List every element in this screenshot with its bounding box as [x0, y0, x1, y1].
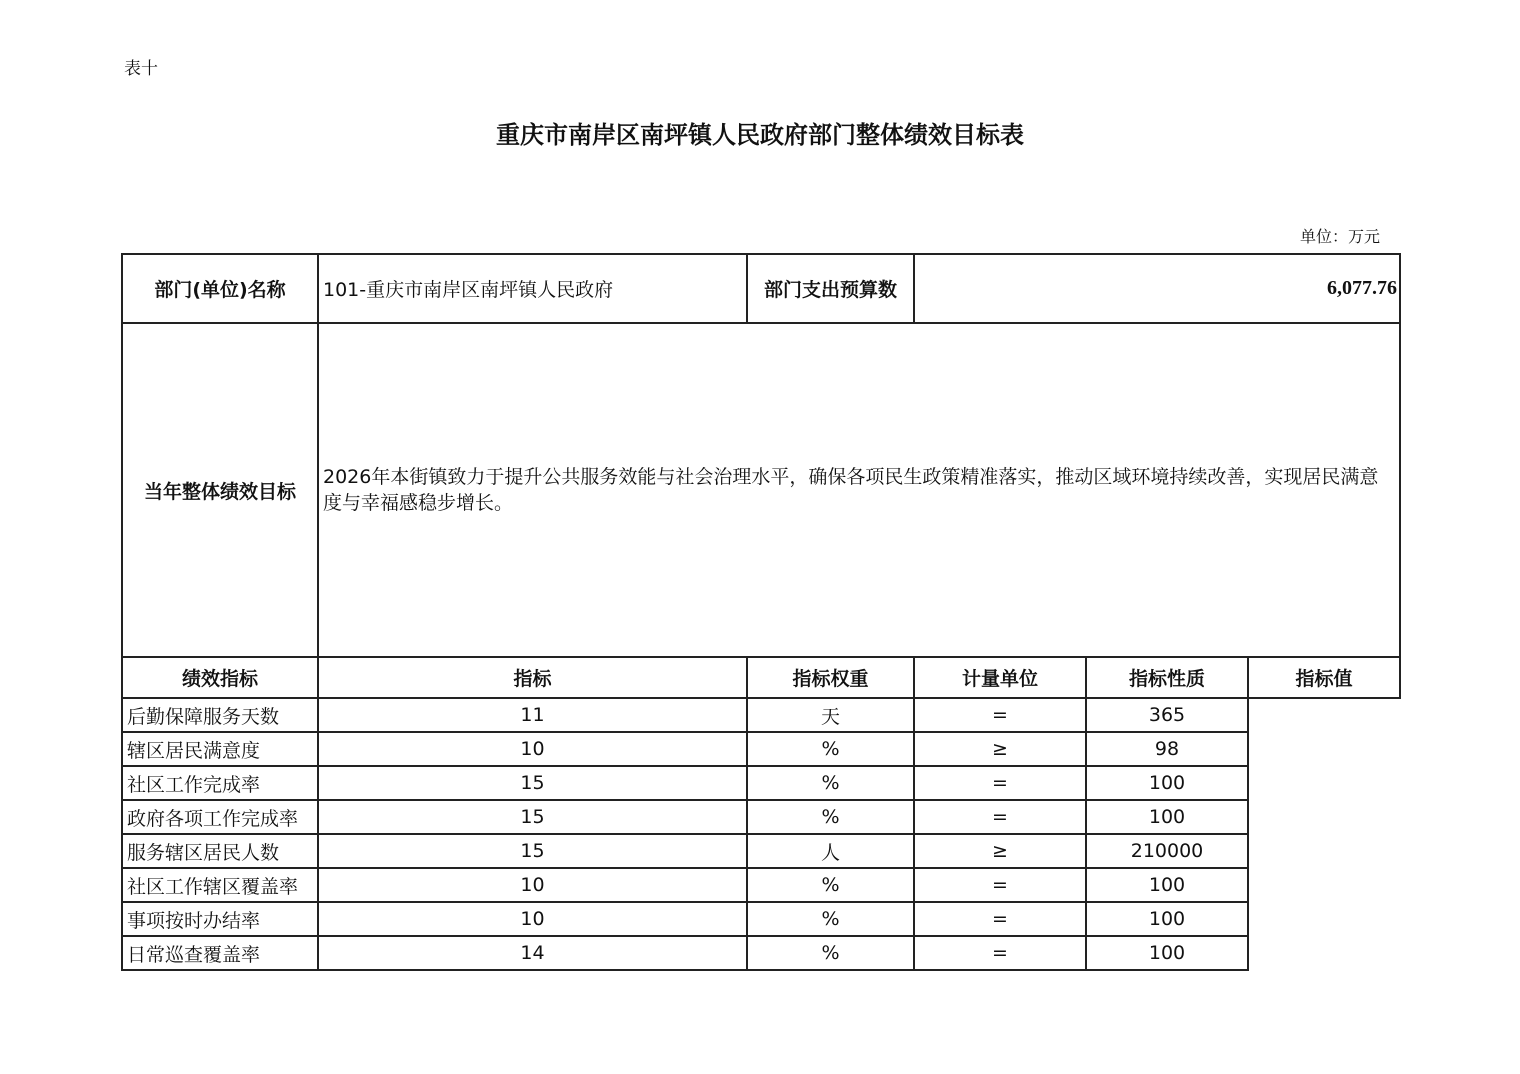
indicator-name: 服务辖区居民人数: [122, 834, 318, 868]
indicator-value: 98: [1086, 732, 1248, 766]
indicator-weight: 10: [318, 732, 747, 766]
indicator-weight: 10: [318, 868, 747, 902]
indicator-value: 365: [1086, 698, 1248, 732]
indicator-weight: 15: [318, 766, 747, 800]
indicator-nature: ≥: [914, 732, 1086, 766]
indicator-name: 事项按时办结率: [122, 902, 318, 936]
indicator-unit: %: [747, 936, 914, 970]
indicators-label: 绩效指标: [122, 657, 318, 698]
indicator-weight: 15: [318, 834, 747, 868]
indicator-row: [122, 834, 1400, 868]
indicator-row: [122, 902, 1400, 936]
indicator-header-row: [122, 657, 1400, 698]
indicator-name: 辖区居民满意度: [122, 732, 318, 766]
dept-name-label: 部门(单位)名称: [122, 254, 318, 323]
col-indicator: 指标: [318, 657, 747, 698]
goal-row: [122, 323, 1400, 657]
page-title: 重庆市南岸区南坪镇人民政府部门整体绩效目标表: [496, 120, 1024, 149]
indicator-unit: %: [747, 868, 914, 902]
indicator-unit: %: [747, 800, 914, 834]
indicator-row: [122, 766, 1400, 800]
goal-text: 2026年本街镇致力于提升公共服务效能与社会治理水平，确保各项民生政策精准落实，推动区域环境持续改善，实现居民满意度与幸福感稳步增长。: [318, 323, 1400, 657]
indicator-nature: =: [914, 868, 1086, 902]
indicator-nature: ≥: [914, 834, 1086, 868]
table-number: 表十: [124, 59, 158, 79]
indicator-value: 100: [1086, 936, 1248, 970]
budget-value: 6,077.76: [914, 254, 1400, 323]
indicator-weight: 11: [318, 698, 747, 732]
indicator-weight: 14: [318, 936, 747, 970]
performance-table: [121, 253, 1401, 971]
budget-label: 部门支出预算数: [747, 254, 914, 323]
indicator-value: 100: [1086, 868, 1248, 902]
indicator-value: 100: [1086, 902, 1248, 936]
indicator-name: 社区工作完成率: [122, 766, 318, 800]
indicator-weight: 15: [318, 800, 747, 834]
dept-row: [122, 254, 1400, 323]
col-unit: 计量单位: [914, 657, 1086, 698]
indicator-unit: 人: [747, 834, 914, 868]
indicator-nature: =: [914, 766, 1086, 800]
unit-note: 单位：万元: [1300, 227, 1381, 246]
indicator-row: [122, 732, 1400, 766]
indicator-value: 210000: [1086, 834, 1248, 868]
indicator-unit: %: [747, 732, 914, 766]
indicator-unit: 天: [747, 698, 914, 732]
indicator-nature: =: [914, 698, 1086, 732]
indicator-value: 100: [1086, 800, 1248, 834]
indicator-name: 社区工作辖区覆盖率: [122, 868, 318, 902]
indicator-name: 日常巡查覆盖率: [122, 936, 318, 970]
indicator-value: 100: [1086, 766, 1248, 800]
indicator-name: 后勤保障服务天数: [122, 698, 318, 732]
indicator-unit: %: [747, 902, 914, 936]
col-nature: 指标性质: [1086, 657, 1248, 698]
indicator-row: [122, 698, 1400, 732]
indicator-weight: 10: [318, 902, 747, 936]
indicator-name: 政府各项工作完成率: [122, 800, 318, 834]
dept-name-value: 101-重庆市南岸区南坪镇人民政府: [318, 254, 747, 323]
indicator-row: [122, 868, 1400, 902]
indicator-nature: =: [914, 800, 1086, 834]
indicator-nature: =: [914, 936, 1086, 970]
col-weight: 指标权重: [747, 657, 914, 698]
goal-label: 当年整体绩效目标: [122, 323, 318, 657]
indicator-unit: %: [747, 766, 914, 800]
col-value: 指标值: [1248, 657, 1400, 698]
indicator-row: [122, 936, 1400, 970]
indicator-nature: =: [914, 902, 1086, 936]
indicator-row: [122, 800, 1400, 834]
